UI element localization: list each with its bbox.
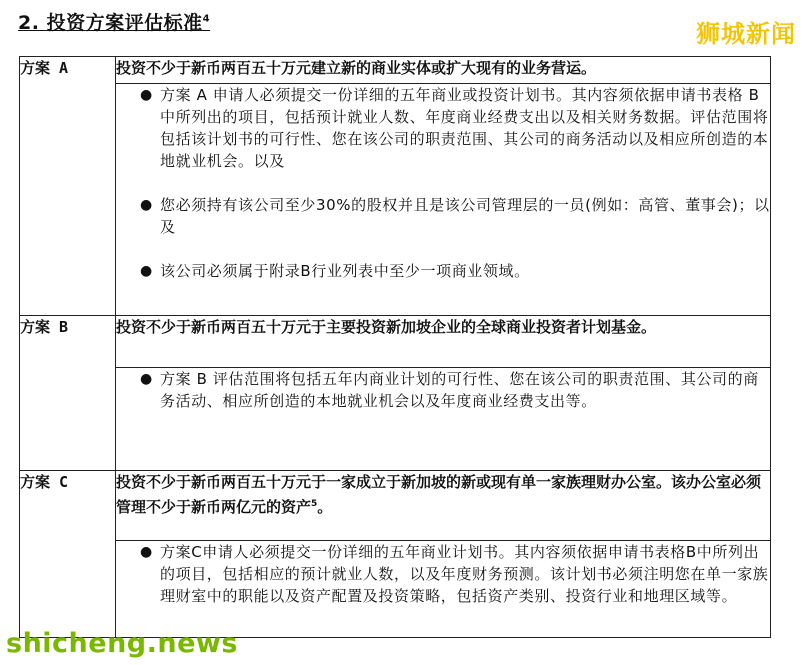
section-footnote-marker: 4: [202, 13, 211, 25]
list-item: [116, 368, 770, 412]
list-item: [116, 541, 770, 607]
plan-c-label: 方案 C: [20, 471, 116, 638]
plan-b-title-row: [20, 316, 771, 368]
plan-c-bullet-1: 方案C申请人必须提交一份详细的五年商业计划书。其内容须依据申请书表格B中所列出的项目，包括相应的预计就业人数，以及年度财务预测。该计划书必须注明您在单一家族理财室中的职能以及资产配置及投资策略，包括资产类别、投资行业和地理区域等。: [160, 542, 769, 605]
list-item: [116, 260, 770, 282]
plan-a-bullet-1: 方案 A 申请人必须提交一份详细的五年商业或投资计划书。其内容须依据申请书表格 B 中所列出的项目，包括预计就业人数、年度商业经费支出以及相关财务数据。评估范围将包括该计划书的可行性、您在该公司的职责范围、其公司的商务活动以及相应所创造的本地就业机会。以及: [160, 85, 769, 170]
plan-c-body: [116, 540, 771, 637]
plan-c-title-text: 投资不少于新币两百五十万元于一家成立于新加坡的新或现有单一家族理财办公室。该办公室必须管理不少于新币两亿元的资产: [116, 473, 762, 516]
section-heading: [18, 8, 210, 35]
plan-c-title-row: [20, 471, 771, 541]
bullet-icon: ●: [140, 196, 153, 213]
bullet-icon: ●: [140, 371, 153, 388]
plan-c-body-row: [20, 540, 771, 637]
plan-b-body: [116, 368, 771, 471]
plan-b-label: 方案 B: [20, 316, 116, 471]
plan-a-body: [116, 83, 771, 315]
watermark-bottom-logo: shicheng.news: [6, 628, 238, 659]
plan-c-title-end: 。: [317, 498, 333, 516]
plan-a-body-row: [20, 83, 771, 315]
watermark-top-logo: 狮城新闻: [696, 20, 796, 48]
plan-b-bullet-1: 方案 B 评估范围将包括五年内商业计划的可行性、您在该公司的职责范围、其公司的商务活动、相应所创造的本地就业机会以及年度商业经费支出等。: [160, 370, 759, 411]
plan-a-title-row: [20, 57, 771, 84]
plan-b-title: 投资不少于新币两百五十万元于主要投资新加坡企业的全球商业投资者计划基金。: [116, 316, 771, 368]
plan-a-title: 投资不少于新币两百五十万元建立新的商业实体或扩大现有的业务营运。: [116, 57, 771, 84]
bullet-icon: ●: [140, 543, 153, 560]
plan-c-footnote-marker: 5: [311, 499, 318, 509]
plan-c-title: [116, 471, 771, 541]
bullet-icon: ●: [140, 86, 153, 103]
list-item: [116, 84, 770, 172]
plan-a-label: 方案 A: [20, 57, 116, 316]
plan-a-bullet-2: 您必须持有该公司至少30%的股权并且是该公司管理层的一员(例如：高管、董事会)；以及: [160, 195, 770, 236]
plan-a-bullet-3: 该公司必须属于附录B行业列表中至少一项商业领域。: [160, 261, 530, 280]
plan-b-body-row: [20, 368, 771, 471]
section-number: 2.: [18, 12, 40, 34]
list-item: [116, 194, 770, 238]
bullet-icon: ●: [140, 262, 153, 279]
section-title: 投资方案评估标准: [46, 12, 203, 34]
investment-plans-table: [19, 56, 771, 638]
